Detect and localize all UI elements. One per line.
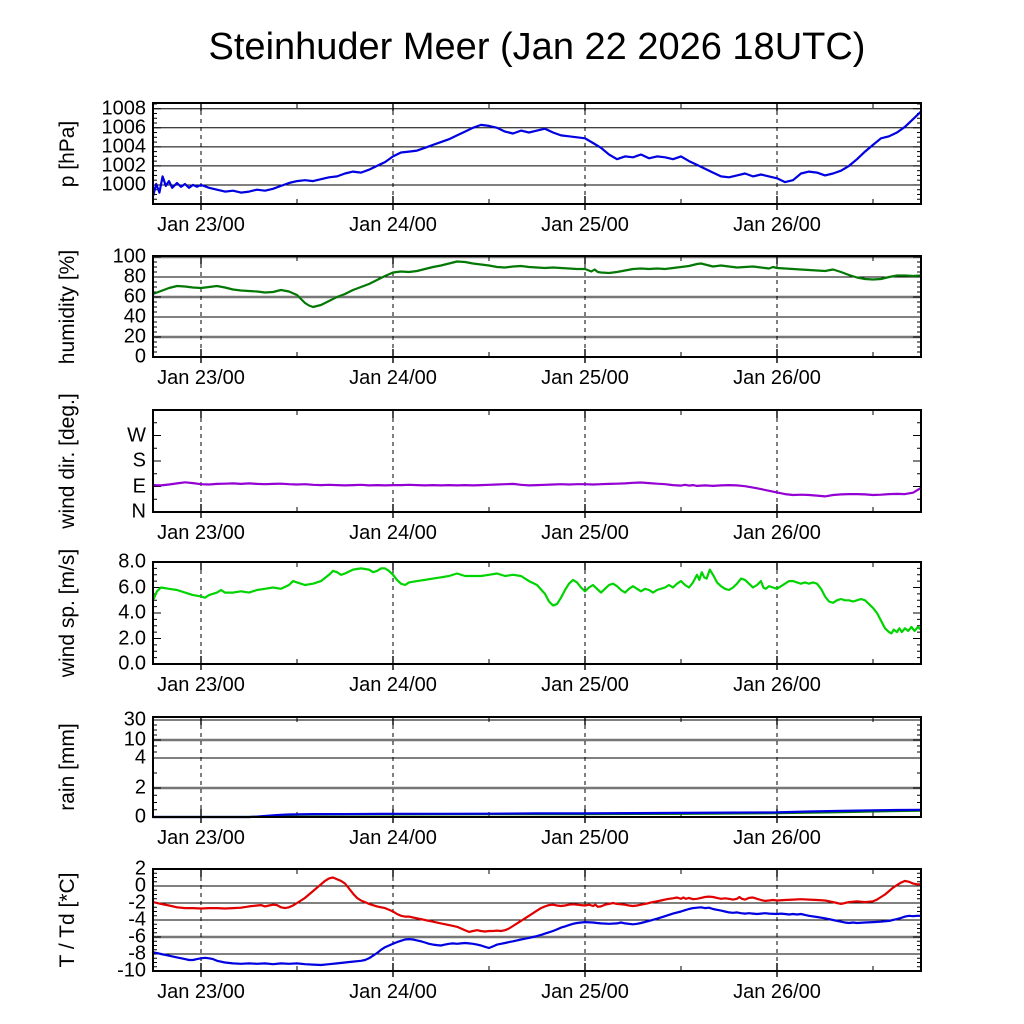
y-tick-label: 60 (123, 285, 146, 308)
x-tick-label: Jan 24/00 (349, 367, 437, 389)
x-tick-label: Jan 25/00 (541, 367, 629, 389)
x-tick-label: Jan 23/00 (157, 981, 245, 1003)
y-tick-label: -2 (128, 891, 146, 914)
y-tick-label: 8.0 (118, 550, 146, 573)
x-tick-label: Jan 24/00 (349, 827, 437, 849)
series-wind-direction (153, 482, 921, 496)
y-tick-label: -8 (128, 942, 146, 965)
y-tick-label: 1008 (101, 97, 146, 120)
y-tick-label: -4 (128, 908, 146, 931)
y-tick-label: 0 (134, 805, 146, 828)
y-tick-label: S (132, 449, 146, 472)
ylabel-wind-direction: wind dir. [deg.] (56, 393, 79, 529)
y-tick-label: E (132, 475, 146, 497)
y-tick-label: 2.0 (118, 627, 146, 649)
x-tick-label: Jan 23/00 (157, 827, 245, 849)
ylabel-rain: rain [mm] (56, 723, 79, 811)
y-tick-label: -6 (128, 925, 146, 948)
x-tick-label: Jan 25/00 (541, 522, 629, 544)
x-tick-label: Jan 25/00 (541, 981, 629, 1003)
x-tick-label: Jan 24/00 (349, 522, 437, 544)
x-tick-label: Jan 23/00 (157, 367, 245, 389)
x-tick-label: Jan 25/00 (541, 674, 629, 696)
x-tick-label: Jan 23/00 (157, 214, 245, 236)
x-tick-label: Jan 26/00 (733, 674, 821, 696)
ylabel-humidity: humidity [%] (56, 249, 79, 364)
series-humidity (153, 262, 921, 308)
y-tick-label: 40 (123, 305, 146, 328)
x-tick-label: Jan 26/00 (733, 214, 821, 236)
x-tick-label: Jan 25/00 (541, 214, 629, 236)
y-tick-label: 2 (134, 857, 146, 880)
y-tick-label: 100 (112, 245, 146, 268)
x-tick-label: Jan 26/00 (733, 827, 821, 849)
y-tick-label: -10 (117, 959, 146, 982)
chart-title: Steinhuder Meer (Jan 22 2026 18UTC) (208, 26, 866, 68)
x-tick-label: Jan 26/00 (733, 981, 821, 1003)
y-tick-label: N (131, 500, 146, 523)
y-tick-label: 30 (123, 708, 146, 731)
ylabel-pressure: p [hPa] (56, 120, 79, 187)
y-tick-label: 1000 (101, 173, 146, 196)
x-tick-label: Jan 23/00 (157, 522, 245, 544)
series-pressure (153, 112, 921, 197)
y-tick-label: 0.0 (118, 652, 146, 675)
y-tick-label: 1002 (101, 154, 146, 177)
y-tick-label: 2 (134, 776, 146, 799)
y-tick-label: 1006 (101, 116, 146, 139)
y-tick-label: 0 (134, 345, 146, 368)
x-tick-label: Jan 24/00 (349, 214, 437, 236)
x-tick-label: Jan 25/00 (541, 827, 629, 849)
series-wind-speed (153, 568, 921, 633)
x-tick-label: Jan 24/00 (349, 981, 437, 1003)
ylabel-wind-speed: wind sp. [m/s] (56, 548, 79, 678)
x-tick-label: Jan 26/00 (733, 522, 821, 544)
y-tick-label: 0 (134, 874, 146, 897)
x-tick-label: Jan 23/00 (157, 674, 245, 696)
y-tick-label: 4.0 (118, 601, 146, 624)
x-tick-label: Jan 26/00 (733, 367, 821, 389)
y-tick-label: 80 (123, 265, 146, 288)
y-tick-label: 1004 (101, 135, 146, 158)
y-tick-label: 6.0 (118, 576, 146, 598)
y-tick-label: 20 (123, 325, 146, 348)
ylabel-temperature: T / Td [*C] (56, 872, 79, 968)
x-tick-label: Jan 24/00 (349, 674, 437, 696)
y-tick-label: 4 (134, 746, 146, 769)
y-tick-label: 10 (123, 728, 146, 751)
y-tick-label: W (127, 424, 146, 446)
